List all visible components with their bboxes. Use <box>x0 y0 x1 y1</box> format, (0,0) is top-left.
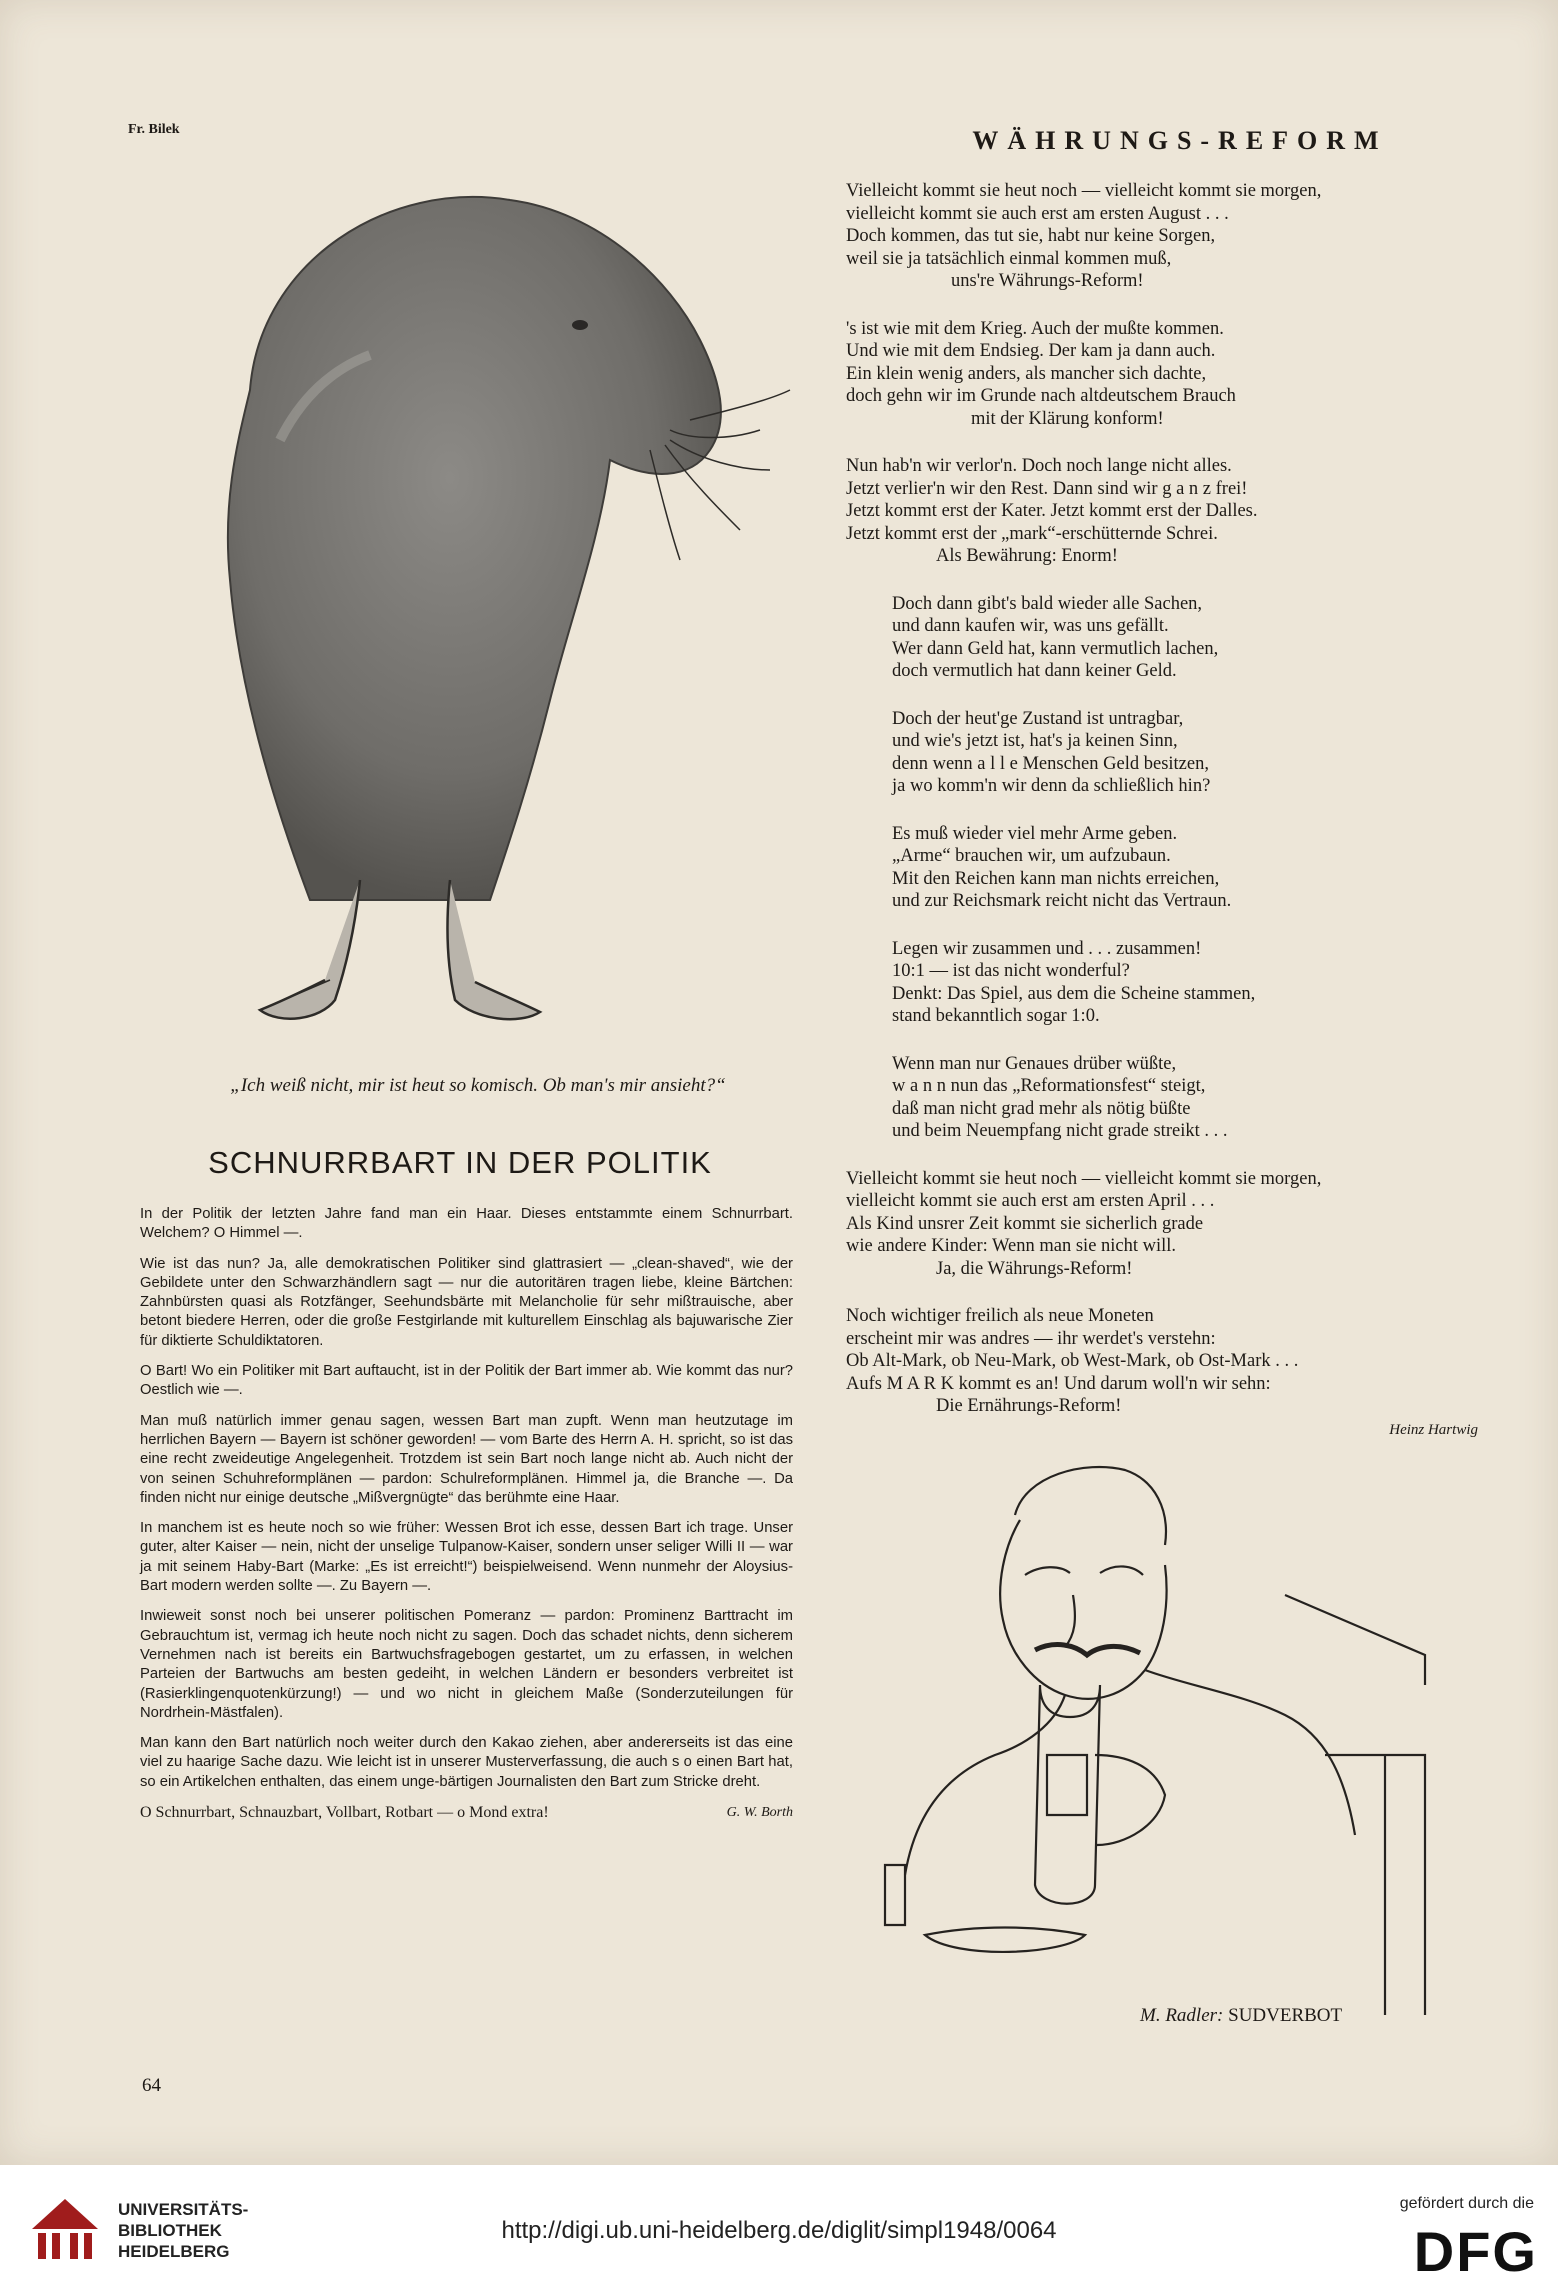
poem-line: Mit den Reichen kann man nichts erreichen, <box>892 868 1220 889</box>
poem-line: vielleicht kommt sie auch erst am ersten August . . . <box>846 203 1229 224</box>
poem-line: Nun hab'n wir verlor'n. Doch noch lange nicht alles. <box>846 456 1232 476</box>
poem-stanza <box>846 455 1496 568</box>
poem-author: Heinz Hartwig <box>1389 1422 1478 1438</box>
poem-line: Aufs M A R K kommt es an! Und darum woll'n wir sehn: <box>846 1373 1271 1394</box>
poem-line: und dann kaufen wir, was uns gefällt. <box>892 616 1169 636</box>
article-paragraph: Wie ist das nun? Ja, alle demokratischen Politiker sind glattrasiert — „clean-shaved“, wie der Gebildete unter den Schwarzhändlern sagt — nur die autoritären tragen liebe, kleine Bärtchen: Zahnbürsten quasi als Rotzfänger, Seehundsbärte mit Melancholie für sehr mißtrauische, aber betont biedere Herren, oder die große Festgirlande mit kulturellem Einschlag als bajuwarische Zier für diktierte Schuldiktatoren. <box>140 1255 793 1349</box>
source-url[interactable]: http://digi.ub.uni-heidelberg.de/diglit/simpl1948/0064 <box>501 2217 1057 2244</box>
poem-stanza <box>846 1053 1496 1143</box>
funding-note: gefördert durch die <box>1399 2195 1534 2212</box>
poem-line: Und wie mit dem Endsieg. Der kam ja dann auch. <box>846 341 1216 361</box>
poem-line: Jetzt kommt erst der Kater. Jetzt kommt erst der Dalles. <box>846 501 1258 521</box>
bottom-illustration-caption <box>1140 2005 1342 2027</box>
poem-line: mit der Klärung konform! <box>971 408 1164 429</box>
poem-line: und beim Neuempfang nicht grade streikt . . . <box>892 1121 1228 1141</box>
page-number: 64 <box>142 2075 161 2096</box>
article-closing <box>140 1803 793 1822</box>
poem-line: 's ist wie mit dem Krieg. Auch der mußte kommen. <box>846 318 1224 339</box>
poem-line: uns're Währungs-Reform! <box>951 271 1144 291</box>
poem-title: WÄHRUNGS-REFORM <box>972 126 1388 155</box>
poem-line: Ein klein wenig anders, als mancher sich dachte, <box>846 363 1207 384</box>
poem-stanza <box>846 1168 1496 1281</box>
library-line: UNIVERSITÄTS- <box>118 2200 249 2219</box>
poem-line: Als Bewährung: Enorm! <box>936 546 1118 566</box>
poem-line: Doch dann gibt's bald wieder alle Sachen, <box>892 593 1203 614</box>
poem-line: wie andere Kinder: Wenn man sie nicht will. <box>846 1236 1177 1256</box>
poem-line: Vielleicht kommt sie heut noch — vielleicht kommt sie morgen, <box>846 1168 1322 1189</box>
poem-line: doch vermutlich hat dann keiner Geld. <box>892 661 1177 681</box>
poem-line: stand bekanntlich sogar 1:0. <box>892 1006 1100 1026</box>
poem-line: Ob Alt-Mark, ob Neu-Mark, ob West-Mark, ob Ost-Mark . . . <box>846 1351 1299 1371</box>
poem-line: Die Ernährungs-Reform! <box>936 1396 1122 1416</box>
man-drinking-illustration <box>825 1455 1445 2015</box>
poem-line: doch gehn wir im Grunde nach altdeutschem Brauch <box>846 386 1236 406</box>
poem-stanza <box>846 318 1496 431</box>
poem-line: Doch der heut'ge Zustand ist untragbar, <box>892 708 1184 729</box>
article-title: SCHNURRBART IN DER POLITIK <box>208 1145 712 1180</box>
poem-line: weil sie ja tatsächlich einmal kommen muß, <box>846 248 1172 269</box>
article-author: G. W. Borth <box>726 1805 793 1821</box>
article-body <box>140 1205 793 1822</box>
poem-body <box>846 180 1496 1443</box>
dfg-logo: DFG <box>1413 2220 1538 2283</box>
poem-line: 10:1 — ist das nicht wonderful? <box>892 961 1130 981</box>
poem-stanza <box>846 938 1496 1028</box>
article-paragraph: Inwieweit sonst noch bei unserer politischen Pomeranz — pardon: Prominenz Barttracht im Gebrauchtum ist, vermag ich heute noch nicht zu sagen. Doch das schadet nichts, denn sicherem Vernehmen nach ist bereits ein Bartwuchsfragebogen gestartet, um zu erfassen, in welchen Parteien der Bartwuchs am besten gedeiht, in welchen Ländern er besonders verbreitet ist (Rasierklingenquotenkürzung!) — und wo nicht in gleichem Maße (Sonderzuteilungen für Nordrhein-Mästfalen). <box>140 1608 793 1721</box>
illustrator-credit: Fr. Bilek <box>128 122 180 137</box>
poem-line: ja wo komm'n wir denn da schließlich hin? <box>892 776 1211 796</box>
poem-line: Vielleicht kommt sie heut noch — vielleicht kommt sie morgen, <box>846 181 1322 201</box>
bottom-illustration-artist: M. Radler: <box>1140 2005 1224 2026</box>
poem-line: Doch kommen, das tut sie, habt nur keine Sorgen, <box>846 226 1216 246</box>
poem-stanza <box>846 593 1496 683</box>
poem-line: Jetzt kommt erst der „mark“-erschütternde Schrei. <box>846 523 1218 544</box>
poem-line: Wer dann Geld hat, kann vermutlich lachen, <box>892 638 1219 659</box>
poem-line: Es muß wieder viel mehr Arme geben. <box>892 823 1178 844</box>
article-paragraph: Man kann den Bart natürlich noch weiter durch den Kakao ziehen, aber andererseits ist das eine viel zu haarige Sache dazu. Wie leicht ist in unserer Musterverfassung, die auch s o einen Bart hat, so ein Artikelchen enthalten, das einem unge-bärtigen Journalisten den Bart zum Stricke dreht. <box>140 1735 793 1790</box>
digitization-footer <box>0 2165 1558 2290</box>
poem-line: Jetzt verlier'n wir den Rest. Dann sind wir g a n z frei! <box>846 478 1248 499</box>
poem-stanza <box>846 1305 1496 1418</box>
poem-line: „Arme“ brauchen wir, um aufzubaun. <box>892 846 1171 866</box>
article-closing-line: O Schnurrbart, Schnauzbart, Vollbart, Rotbart — o Mond extra! <box>140 1804 549 1822</box>
poem-line: Noch wichtiger freilich als neue Moneten <box>846 1306 1154 1326</box>
poem-line: Als Kind unsrer Zeit kommt sie sicherlich grade <box>846 1213 1204 1234</box>
library-line: BIBLIOTHEK <box>118 2221 222 2240</box>
poem-line: Denkt: Das Spiel, aus dem die Scheine stammen, <box>892 983 1256 1004</box>
article-paragraph: In der Politik der letzten Jahre fand man ein Haar. Dieses entstammte einem Schnurrbart. Welchem? O Himmel —. <box>140 1206 793 1242</box>
illustration-caption: „Ich weiß nicht, mir ist heut so komisch. Ob man's mir ansieht?“ <box>230 1075 726 1096</box>
poem-line: vielleicht kommt sie auch erst am ersten April . . . <box>846 1191 1215 1211</box>
guinea-pig-illustration <box>130 140 810 1040</box>
poem-line: und wie's jetzt ist, hat's ja keinen Sinn, <box>892 731 1178 751</box>
poem-stanza <box>846 708 1496 798</box>
poem-line: und zur Reichsmark reicht nicht das Vertraun. <box>892 891 1232 911</box>
article-paragraph: O Bart! Wo ein Politiker mit Bart auftaucht, ist in der Politik der Bart immer ab. Wie kommt das nur? Oestlich wie —. <box>140 1363 793 1399</box>
bottom-illustration-title: SUDVERBOT <box>1228 2005 1343 2026</box>
poem-line: Legen wir zusammen und . . . zusammen! <box>892 938 1202 959</box>
poem-line: Wenn man nur Genaues drüber wüßte, <box>892 1053 1177 1074</box>
poem-stanza <box>846 823 1496 913</box>
article-paragraph: In manchem ist es heute noch so wie früher: Wessen Brot ich esse, dessen Bart ich trage. Unser guter, alter Kaiser — nein, nicht der unselige Tulpanow-Kaiser, sondern unser seliger Willi II — war ja mit seinem Haby-Bart (Marke: „Es ist erreicht!“) beispielweisend. Wenn nunmehr der Aloysius-Bart modern werden sollte —. Zu Bayern —. <box>140 1520 793 1595</box>
poem-line: erscheint mir was andres — ihr werdet's verstehn: <box>846 1328 1216 1349</box>
poem-line: denn wenn a l l e Menschen Geld besitzen, <box>892 753 1209 774</box>
article-paragraph: Man muß natürlich immer genau sagen, wessen Bart man zupft. Wenn man heutzutage im herrlichen Bayern — Bayern ist schöner geworden! — vom Barte des Herrn A. H. spricht, so ist das eine recht zweideutige Angelegenheit. Trotzdem ist sein Bart noch lange nicht ab. Auch nicht der von seinen Schuhreformplänen — pardon: Schulreformplänen. Himmel ja, die Branche —. Da finden nicht nur einige deutsche „Mißvergnügte“ das berühmte eine Haar. <box>140 1412 793 1506</box>
poem-line: Ja, die Währungs-Reform! <box>936 1258 1133 1279</box>
poem-line: w a n n nun das „Reformationsfest“ steigt, <box>892 1076 1206 1096</box>
poem-line: daß man nicht grad mehr als nötig büßte <box>892 1098 1191 1119</box>
library-line: HEIDELBERG <box>118 2242 230 2261</box>
poem-stanza <box>846 180 1496 293</box>
